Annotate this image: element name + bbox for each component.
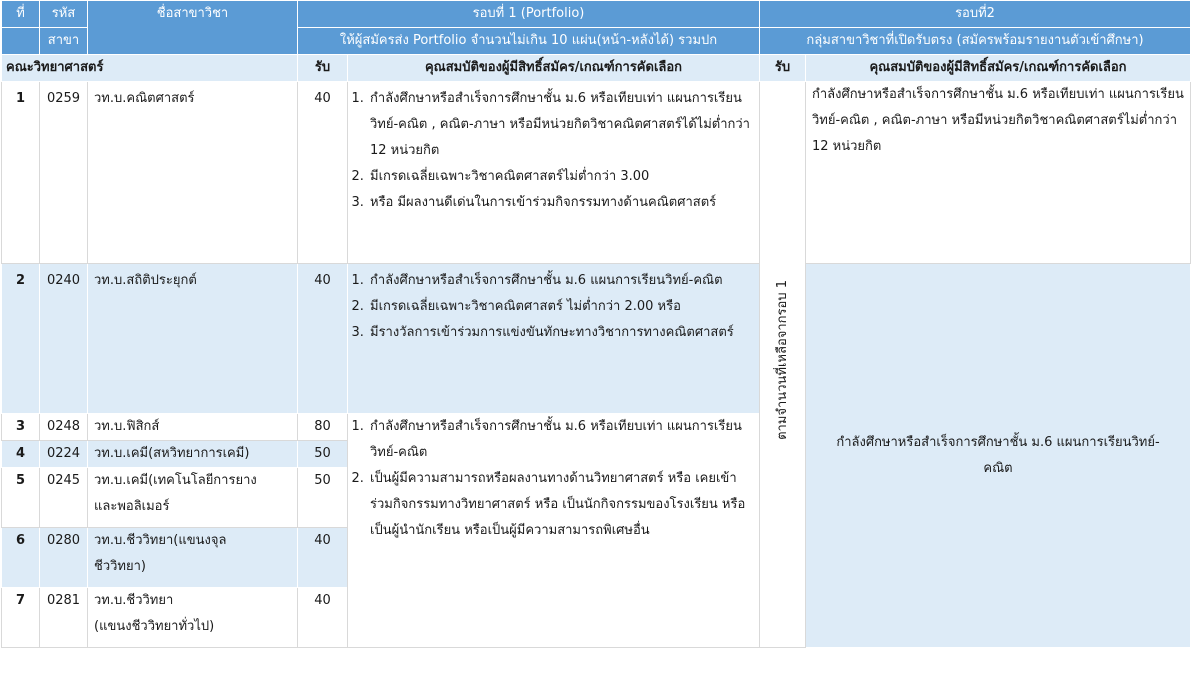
qual-item: 1. กำลังศึกษาหรือสำเร็จการศึกษาชั้น ม.6 หรือเทียบเท่า แผนการเรียน วิทย์-คณิต bbox=[368, 414, 759, 466]
row-name: วท.บ.เคมี(สหวิทยาการเคมี) bbox=[88, 441, 298, 468]
row-accept: 40 bbox=[298, 588, 348, 648]
row-accept: 50 bbox=[298, 468, 348, 528]
row-code: 0224 bbox=[40, 441, 88, 468]
row-name: วท.บ.คณิตศาสตร์ bbox=[88, 82, 298, 264]
row-no: 7 bbox=[2, 588, 40, 648]
header-name-text: ชื่อสาขาวิชา bbox=[156, 6, 229, 21]
row-code: 0245 bbox=[40, 468, 88, 528]
row-code: 0240 bbox=[40, 264, 88, 414]
row-no: 1 bbox=[2, 82, 40, 264]
subheader-qual-1: คุณสมบัติของผู้มีสิทธิ์สมัคร/เกณฑ์การคัดเลือก bbox=[348, 55, 760, 82]
header-round1-title: รอบที่ 1 (Portfolio) bbox=[298, 1, 760, 28]
row-name-line: (แขนงชีววิทยาทั่วไป) bbox=[94, 619, 215, 634]
subheader-accept-2: รับ bbox=[760, 55, 806, 82]
subheader-accept-1: รับ bbox=[298, 55, 348, 82]
header-code-2: สาขา bbox=[40, 28, 88, 55]
header-code: รหัส bbox=[40, 1, 88, 28]
row-name bbox=[88, 528, 298, 588]
header-no: ที่ bbox=[2, 1, 40, 28]
row-accept: 80 bbox=[298, 414, 348, 441]
round2-qual-group-2: กำลังศึกษาหรือสำเร็จการศึกษาชั้น ม.6 แผนการเรียนวิทย์-คณิต bbox=[806, 264, 1191, 648]
row-name-line: วท.บ.ชีววิทยา(แขนงจุล bbox=[94, 533, 227, 548]
qual-group-1 bbox=[348, 82, 760, 264]
round2-accept-cell bbox=[760, 82, 806, 648]
round2-qual-group-1: กำลังศึกษาหรือสำเร็จการศึกษาชั้น ม.6 หรือเทียบเท่า แผนการเรียน วิทย์-คณิต , คณิต-ภาษา หรือมีหน่วยกิตวิชาคณิตศาสตร์ไม่ต่ำกว่า 12 หน่วยกิต bbox=[806, 82, 1191, 264]
row-name: วท.บ.ฟิสิกส์ bbox=[88, 414, 298, 441]
row-name bbox=[88, 468, 298, 528]
qual-item: 2. มีเกรดเฉลี่ยเฉพาะวิชาคณิตศาสตร์ไม่ต่ำกว่า 3.00 bbox=[368, 164, 759, 190]
row-accept: 40 bbox=[298, 82, 348, 264]
row-name-line: ชีววิทยา) bbox=[94, 559, 146, 574]
row-no: 6 bbox=[2, 528, 40, 588]
faculty-name: คณะวิทยาศาสตร์ bbox=[2, 55, 298, 82]
qual-item: 1. กำลังศึกษาหรือสำเร็จการศึกษาชั้น ม.6 หรือเทียบเท่า แผนการเรียน วิทย์-คณิต , คณิต-ภาษา หรือมีหน่วยกิตวิชาคณิตศาสตร์ได้ไม่ต่ำกว่า 12 หน่วยกิต bbox=[368, 86, 759, 164]
row-accept: 50 bbox=[298, 441, 348, 468]
row-accept: 40 bbox=[298, 264, 348, 414]
qual-item: 3. มีรางวัลการเข้าร่วมการแข่งขันทักษะทางวิชาการทางคณิตศาสตร์ bbox=[368, 320, 759, 346]
row-no: 5 bbox=[2, 468, 40, 528]
row-code: 0259 bbox=[40, 82, 88, 264]
subheader-qual-2: คุณสมบัติของผู้มีสิทธิ์สมัคร/เกณฑ์การคัดเลือก bbox=[806, 55, 1191, 82]
round2-accept-note: ตามจำนวนที่เหลือจากรอบ 1 bbox=[774, 279, 790, 440]
row-no: 4 bbox=[2, 441, 40, 468]
row-no: 3 bbox=[2, 414, 40, 441]
row-name-line: และพอลิเมอร์ bbox=[94, 499, 170, 514]
row-code: 0280 bbox=[40, 528, 88, 588]
row-no: 2 bbox=[2, 264, 40, 414]
header-no-blank bbox=[2, 28, 40, 55]
qual-item: 1. กำลังศึกษาหรือสำเร็จการศึกษาชั้น ม.6 แผนการเรียนวิทย์-คณิต bbox=[368, 268, 759, 294]
qual-item: 3. หรือ มีผลงานดีเด่นในการเข้าร่วมกิจกรรมทางด้านคณิตศาสตร์ bbox=[368, 190, 759, 216]
row-accept: 40 bbox=[298, 528, 348, 588]
header-round2-desc: กลุ่มสาขาวิชาที่เปิดรับตรง (สมัครพร้อมรายงานตัวเข้าศึกษา) bbox=[760, 28, 1191, 55]
row-name-line: วท.บ.เคมี(เทคโนโลยีการยาง bbox=[94, 473, 257, 488]
row-name bbox=[88, 588, 298, 648]
admission-table bbox=[1, 0, 1191, 648]
header-name bbox=[88, 1, 298, 55]
qual-group-2 bbox=[348, 264, 760, 414]
row-code: 0281 bbox=[40, 588, 88, 648]
header-round1-desc: ให้ผู้สมัครส่ง Portfolio จำนวนไม่เกิน 10 แผ่น(หน้า-หลังได้) รวมปก bbox=[298, 28, 760, 55]
row-name: วท.บ.สถิติประยุกต์ bbox=[88, 264, 298, 414]
row-name-line: วท.บ.ชีววิทยา bbox=[94, 593, 174, 608]
row-code: 0248 bbox=[40, 414, 88, 441]
qual-item: 2. เป็นผู้มีความสามารถหรือผลงานทางด้านวิทยาศาสตร์ หรือ เคยเข้าร่วมกิจกรรมทางวิทยาศาสตร์ หรือ เป็นนักกิจกรรมของโรงเรียน หรือ เป็นผู้นำนักเรียน หรือเป็นผู้มีความสามารถพิเศษอื่น bbox=[368, 466, 759, 544]
qual-group-3 bbox=[348, 414, 760, 648]
header-round2-title: รอบที่2 bbox=[760, 1, 1191, 28]
qual-item: 2. มีเกรดเฉลี่ยเฉพาะวิชาคณิตศาสตร์ ไม่ต่ำกว่า 2.00 หรือ bbox=[368, 294, 759, 320]
